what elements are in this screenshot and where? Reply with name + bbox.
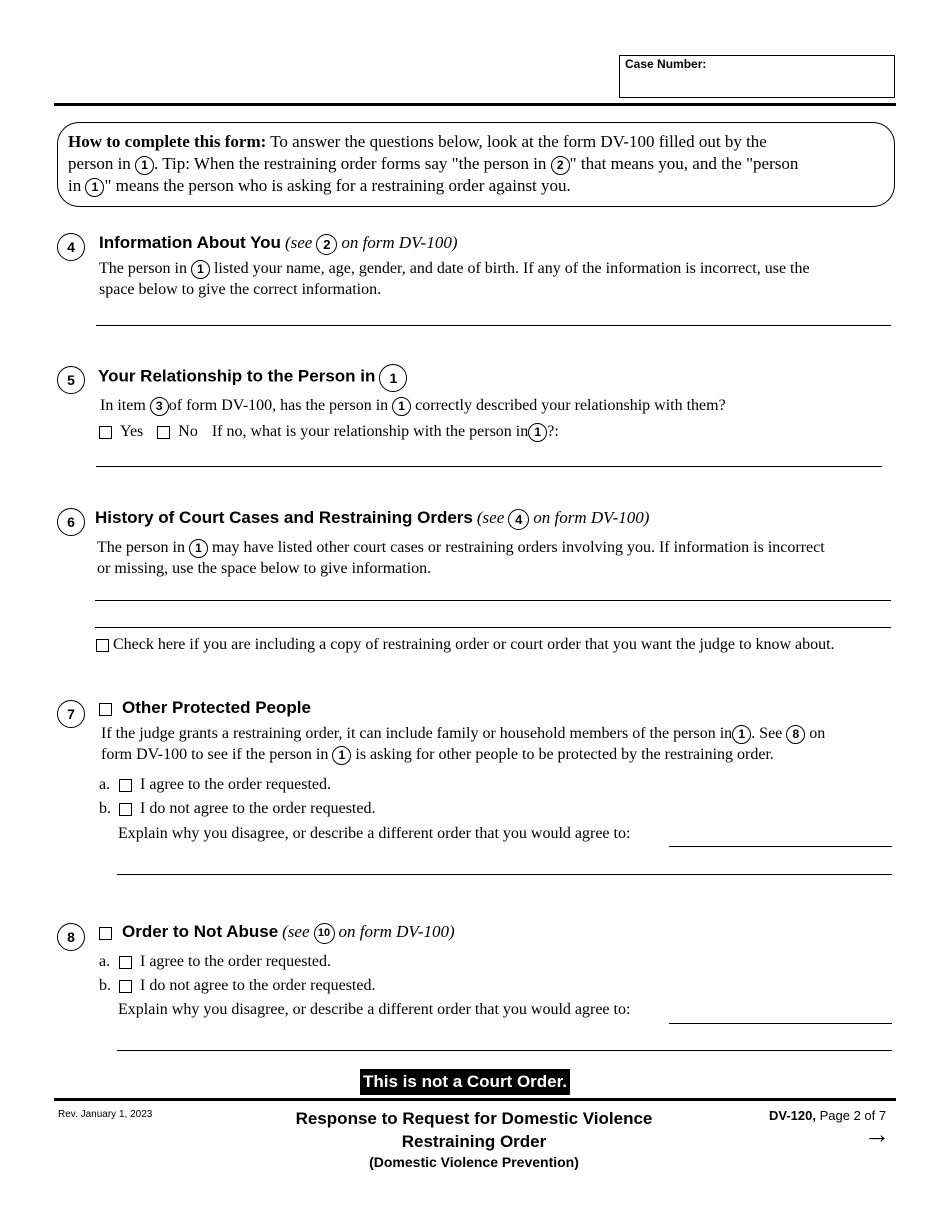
other-protected-checkbox[interactable]	[99, 703, 112, 716]
section-title: Your Relationship to the Person in	[98, 366, 376, 386]
item-ref-circle: 1	[732, 725, 751, 744]
section-7-explain: Explain why you disagree, or describe a different order that you would agree to:	[118, 825, 631, 842]
no-checkbox[interactable]	[157, 426, 170, 439]
item-ref-circle: 3	[150, 397, 169, 416]
see-text: (see	[284, 233, 313, 252]
item-ref-circle: 1	[189, 539, 208, 558]
correct-information-field[interactable]	[96, 305, 891, 326]
footer-rule	[54, 1098, 896, 1101]
case-number-label: Case Number:	[625, 57, 707, 71]
section-7-option-b: b. I do not agree to the order requested.	[99, 800, 376, 817]
section-6-heading	[95, 508, 649, 530]
copy-order-label: Check here if you are including a copy of restraining order or court order that you want the judge to know about.	[113, 636, 835, 653]
disagree-label: I do not agree to the order requested.	[140, 800, 376, 817]
item-number-5: 5	[57, 366, 85, 394]
section-4-text: The person in 1 listed your name, age, gender, and date of birth. If any of the information is incorrect, use the space below to give the correct information.	[99, 260, 810, 298]
instructions-heading: How to complete this form:	[68, 132, 267, 151]
item-ref-circle: 1	[85, 178, 104, 197]
item-ref-circle: 1	[392, 397, 411, 416]
s8-explain-field-2[interactable]	[117, 1030, 892, 1051]
s8-disagree-checkbox[interactable]	[119, 980, 132, 993]
section-5-heading	[98, 364, 407, 392]
section-5-question: In item 3 of form DV-100, has the person in 1 correctly described your relationship with them?	[100, 397, 726, 414]
instructions-line1: To answer the questions below, look at the form DV-100 filled out by the	[270, 132, 767, 151]
s7-agree-checkbox[interactable]	[119, 779, 132, 792]
section-6-text: The person in 1 may have listed other court cases or restraining orders involving you. If information is incorrect or missing, use the space below to give information.	[97, 539, 825, 577]
order-not-abuse-checkbox[interactable]	[99, 927, 112, 940]
instructions-text: " means the person who is asking for a restraining order against you.	[104, 176, 571, 195]
item-ref-circle: 1	[135, 156, 154, 175]
page-number: Page 2 of 7	[819, 1108, 887, 1123]
item-number-7: 7	[57, 700, 85, 728]
see-text: (see	[282, 922, 310, 941]
see-text: on form DV-100)	[533, 508, 650, 527]
instructions-text: in	[68, 176, 82, 195]
section-7-text: If the judge grants a restraining order, it can include family or household members of the person in 1 . See 8 on form DV-100 to see if the person in 1 is asking for other people to be protected by the restraining order.	[101, 725, 826, 763]
section-8-option-b: b. I do not agree to the order requested.	[99, 977, 376, 994]
section-5-answers: Yes No If no, what is your relationship with the person in 1 ?:	[99, 421, 559, 442]
see-text: on form DV-100)	[338, 922, 455, 941]
item-ref-circle: 1	[332, 746, 351, 765]
footer-title: Response to Request for Domestic Violence Restraining Order (Domestic Violence Prevention)	[295, 1109, 653, 1170]
case-number-box[interactable]	[619, 55, 895, 98]
header-rule	[54, 103, 896, 106]
yes-label: Yes	[120, 423, 144, 440]
s7-disagree-checkbox[interactable]	[119, 803, 132, 816]
see-text: (see	[476, 508, 505, 527]
court-cases-field-2[interactable]	[95, 607, 891, 628]
section-title: Information About You	[99, 233, 281, 252]
item-number-4: 4	[57, 233, 85, 261]
form-id: DV-120,	[769, 1108, 816, 1123]
instructions-box	[57, 122, 895, 207]
court-cases-field-1[interactable]	[95, 580, 891, 601]
item-ref-circle: 10	[314, 923, 335, 944]
revision-date: Rev. January 1, 2023	[58, 1109, 153, 1120]
item-ref-circle: 1	[528, 423, 547, 442]
disagree-label: I do not agree to the order requested.	[140, 977, 376, 994]
yes-checkbox[interactable]	[99, 426, 112, 439]
section-7-option-a: a. I agree to the order requested.	[99, 776, 332, 793]
item-ref-circle: 1	[379, 364, 407, 392]
section-7-heading	[99, 698, 311, 718]
next-page-arrow-icon[interactable]: →	[864, 1119, 890, 1149]
instructions-text: " that means you, and the "person	[569, 154, 799, 173]
relationship-field[interactable]	[96, 446, 882, 467]
no-label: No	[178, 423, 198, 440]
section-8-heading	[99, 922, 455, 944]
s8-explain-field-1[interactable]	[669, 1003, 892, 1024]
item-ref-circle: 1	[191, 260, 210, 279]
section-title: History of Court Cases and Restraining Orders	[95, 508, 473, 527]
item-ref-circle: 8	[786, 725, 805, 744]
s7-explain-field-2[interactable]	[117, 854, 892, 875]
section-4-heading	[99, 233, 457, 255]
item-ref-circle: 2	[316, 234, 337, 255]
item-number-6: 6	[57, 508, 85, 536]
item-ref-circle: 4	[508, 509, 529, 530]
if-no-label: If no, what is your relationship with the person in	[211, 423, 529, 440]
item-ref-circle: 2	[551, 156, 570, 175]
not-court-order-notice: This is not a Court Order.	[360, 1069, 570, 1095]
copy-order-check-row	[96, 634, 835, 655]
copy-order-checkbox[interactable]	[96, 639, 109, 652]
s7-explain-field-1[interactable]	[669, 826, 892, 847]
agree-label: I agree to the order requested.	[140, 953, 332, 970]
section-title: Order to Not Abuse	[122, 922, 279, 941]
section-title: Other Protected People	[122, 698, 311, 717]
instructions-text: person in	[68, 154, 131, 173]
section-8-explain: Explain why you disagree, or describe a different order that you would agree to:	[118, 1001, 631, 1018]
s8-agree-checkbox[interactable]	[119, 956, 132, 969]
agree-label: I agree to the order requested.	[140, 776, 332, 793]
see-text: on form DV-100)	[341, 233, 458, 252]
item-number-8: 8	[57, 923, 85, 951]
section-8-option-a: a. I agree to the order requested.	[99, 953, 332, 970]
instructions-text: . Tip: When the restraining order forms say "the person in	[154, 154, 547, 173]
